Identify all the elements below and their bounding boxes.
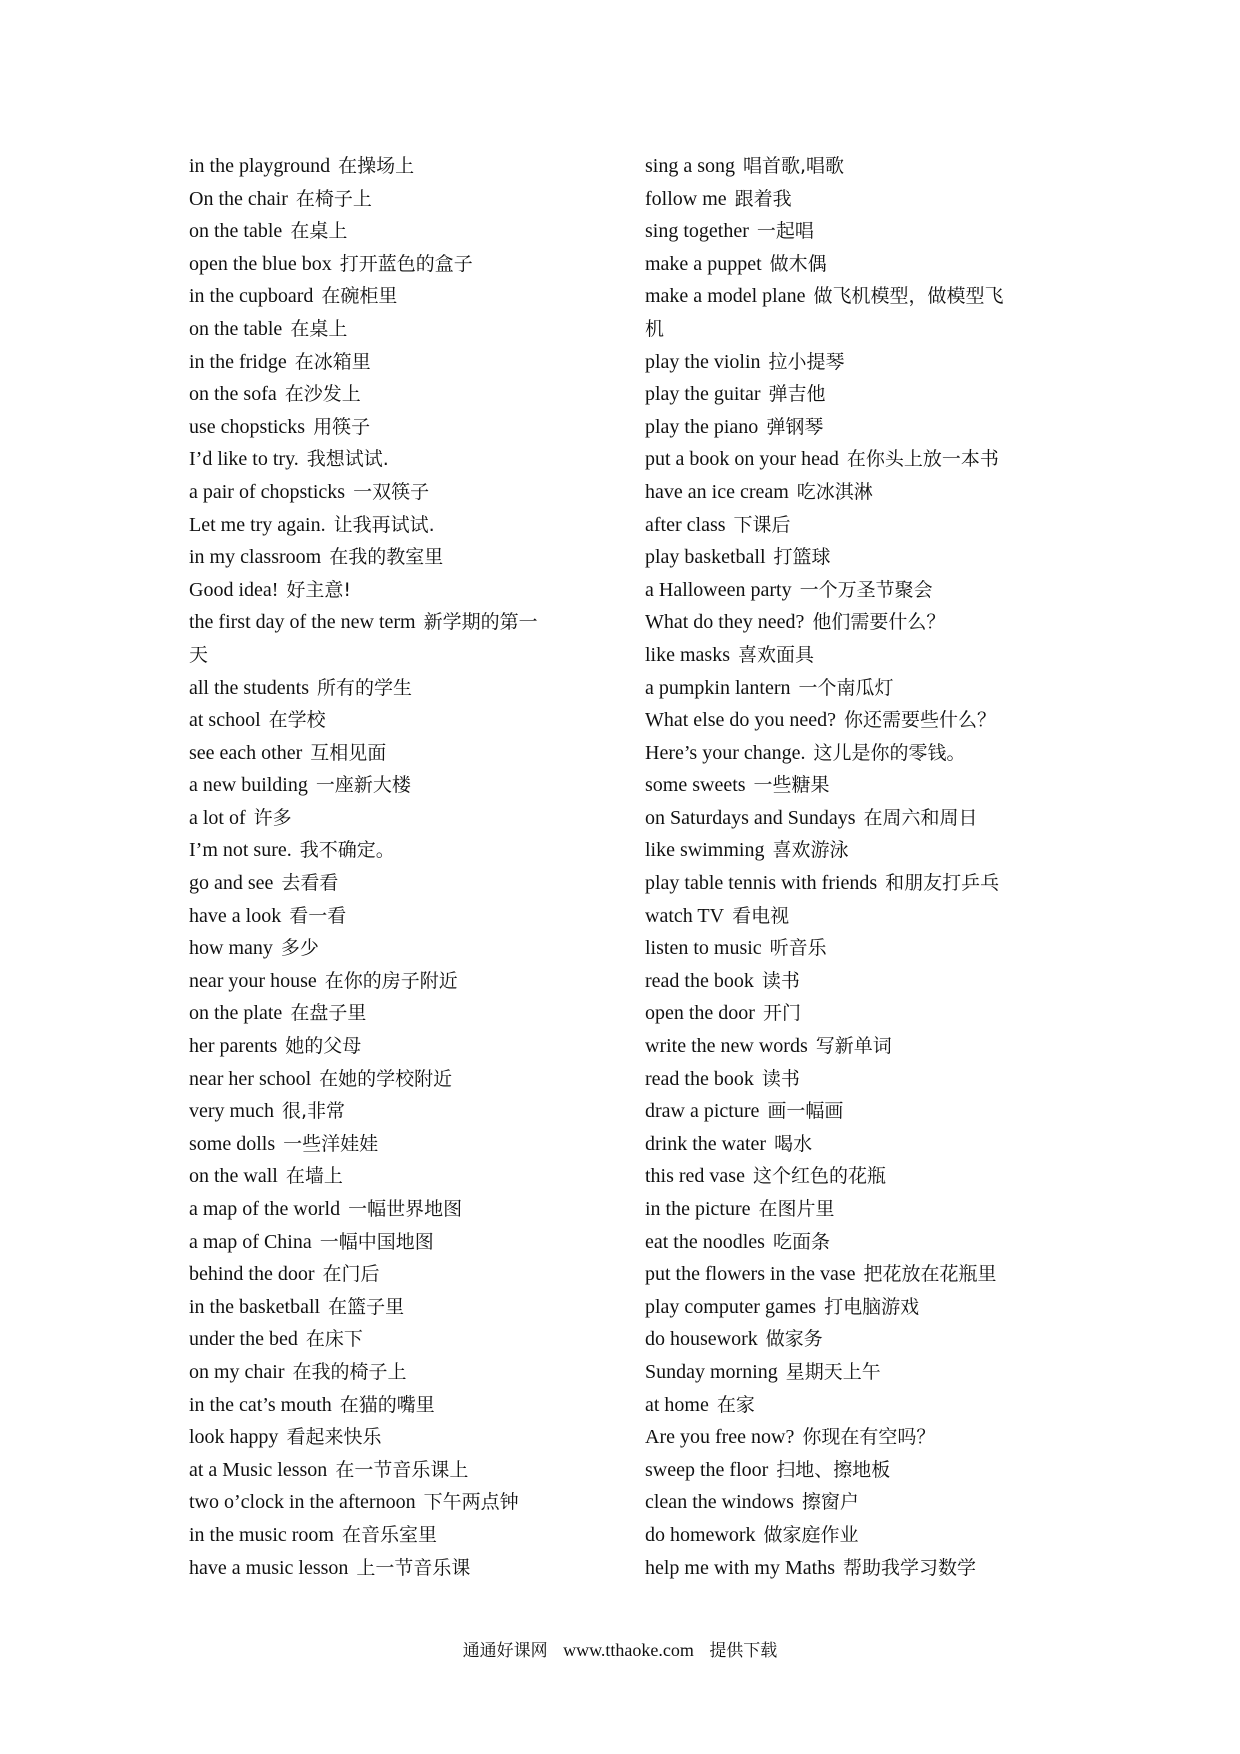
phrase-chinese: 她的父母 (285, 1035, 362, 1058)
phrase-chinese: 在我的教室里 (329, 546, 444, 569)
phrase-entry (645, 509, 1065, 542)
phrase-chinese: 喜欢游泳 (772, 839, 849, 862)
phrase-chinese: 下午两点钟 (423, 1491, 519, 1514)
phrase-chinese: 在碗柜里 (321, 285, 398, 308)
phrase-entry (189, 509, 609, 542)
phrase-entry (645, 476, 1065, 509)
phrase-english: have a look (189, 904, 282, 927)
phrase-chinese: 弹钢琴 (766, 415, 824, 438)
phrase-english: use chopsticks (189, 415, 306, 438)
phrase-entry (189, 541, 609, 574)
phrase-chinese: 在桌上 (290, 317, 348, 340)
phrase-english: look happy (189, 1426, 279, 1449)
phrase-chinese: 看电视 (732, 904, 790, 927)
phrase-english: a pumpkin lantern (645, 676, 791, 699)
phrase-chinese: 擦窗户 (801, 1491, 859, 1514)
phrase-entry (645, 672, 1065, 705)
phrase-entry (189, 1356, 609, 1389)
phrase-english: help me with my Maths (645, 1556, 835, 1579)
phrase-english: play computer games (645, 1295, 817, 1318)
phrase-entry (189, 1291, 609, 1324)
phrase-entry (645, 802, 1065, 835)
phrase-entry (189, 802, 609, 835)
phrase-english: some dolls (189, 1132, 276, 1155)
phrase-chinese: 在猫的嘴里 (339, 1393, 435, 1416)
phrase-chinese: 在周六和周日 (863, 806, 978, 829)
phrase-chinese: 在盘子里 (290, 1002, 367, 1025)
phrase-chinese: 把花放在花瓶里 (863, 1263, 997, 1286)
phrase-chinese: 用筷子 (313, 415, 371, 438)
phrase-english: like swimming (645, 839, 765, 862)
phrase-english: sweep the floor (645, 1458, 769, 1481)
phrase-entry (645, 183, 1065, 216)
phrase-chinese: 许多 (253, 806, 292, 829)
phrase-entry (645, 215, 1065, 248)
phrase-chinese: 做家庭作业 (763, 1523, 859, 1546)
phrase-english: in the music room (189, 1523, 334, 1546)
phrase-chinese: 画一幅画 (767, 1100, 844, 1123)
phrase-chinese: 扫地、擦地板 (776, 1458, 891, 1481)
phrase-chinese: 这儿是你的零钱。 (813, 741, 966, 764)
phrase-chinese: 拉小提琴 (768, 350, 845, 373)
phrase-entry (189, 378, 609, 411)
phrase-english: like masks (645, 643, 730, 666)
phrase-chinese: 读书 (761, 1067, 800, 1090)
phrase-chinese: 一双筷子 (353, 480, 430, 503)
phrase-english: sing together (645, 220, 749, 243)
phrase-english: Sunday morning (645, 1360, 778, 1383)
phrase-chinese: 打开蓝色的盒子 (339, 252, 473, 275)
phrase-entry (645, 1486, 1065, 1519)
phrase-english: have an ice cream (645, 480, 789, 503)
phrase-chinese: 去看看 (281, 872, 339, 895)
phrase-chinese: 在图片里 (758, 1198, 835, 1220)
phrase-chinese: 做飞机模型，做模型飞 (813, 285, 1004, 308)
phrase-english: on the plate (189, 1002, 283, 1025)
phrase-chinese: 吃面条 (772, 1230, 830, 1253)
phrase-english: What else do you need? (645, 709, 837, 732)
phrase-chinese: 喜欢面具 (738, 643, 815, 666)
phrase-english: play the piano (645, 415, 759, 438)
phrase-chinese: 在我的椅子上 (292, 1360, 407, 1383)
phrase-english: Let me try again. (189, 513, 326, 536)
phrase-entry (189, 1258, 609, 1291)
phrase-chinese: 上一节音乐课 (356, 1556, 471, 1579)
phrase-english: some sweets (645, 774, 746, 797)
phrase-chinese: 看起来快乐 (286, 1426, 382, 1449)
phrase-chinese: 机 (645, 317, 665, 340)
phrase-entry (189, 346, 609, 379)
phrase-entry (645, 1552, 1065, 1585)
phrase-english: see each other (189, 741, 303, 764)
phrase-entry (189, 900, 609, 933)
phrase-chinese: 很,非常 (281, 1100, 346, 1123)
phrase-entry (645, 313, 1065, 346)
phrase-english: Are you free now? (645, 1426, 795, 1449)
phrase-entry (645, 1226, 1065, 1259)
phrase-english: in the basketball (189, 1295, 321, 1318)
phrase-english: in the cupboard (189, 285, 314, 308)
phrase-chinese: 帮助我学习数学 (842, 1556, 976, 1579)
phrase-chinese: 在沙发上 (284, 383, 361, 406)
phrase-entry (189, 248, 609, 281)
phrase-entry (189, 313, 609, 346)
phrase-english: at school (189, 709, 261, 732)
phrase-english: all the students (189, 676, 309, 699)
phrase-chinese: 下课后 (733, 513, 791, 536)
phrase-english: go and see (189, 872, 274, 895)
phrase-english: under the bed (189, 1328, 298, 1351)
phrase-entry (189, 1030, 609, 1063)
phrase-chinese: 在床下 (305, 1328, 363, 1351)
phrase-english: near her school (189, 1067, 312, 1090)
phrase-english: open the door (645, 1002, 755, 1025)
phrase-english: a Halloween party (645, 578, 792, 601)
phrase-english: on the wall (189, 1165, 278, 1188)
phrase-entry (645, 346, 1065, 379)
phrase-entry (189, 1193, 609, 1226)
phrase-english: how many (189, 937, 273, 960)
phrase-chinese: 互相见面 (310, 741, 387, 764)
phrase-entry (189, 1454, 609, 1487)
phrase-chinese: 在她的学校附近 (319, 1067, 453, 1090)
phrase-english: have a music lesson (189, 1556, 349, 1579)
phrase-english: do homework (645, 1523, 756, 1546)
phrase-english: play the guitar (645, 383, 761, 406)
phrase-entry (645, 1421, 1065, 1454)
phrase-entry (645, 965, 1065, 998)
phrase-english: sing a song (645, 155, 735, 177)
phrase-chinese: 一个万圣节聚会 (799, 578, 933, 601)
phrase-chinese: 在你的房子附近 (324, 969, 458, 992)
phrase-english: read the book (645, 969, 754, 992)
phrase-english: after class (645, 513, 726, 536)
footer-site-name: 通通好课网 (462, 1641, 548, 1661)
phrase-entry (189, 769, 609, 802)
phrase-english: in the picture (645, 1198, 751, 1220)
phrase-english: in my classroom (189, 546, 322, 569)
phrase-entry (189, 737, 609, 770)
phrase-entry (189, 1063, 609, 1096)
phrase-entry (645, 1030, 1065, 1063)
phrase-entry (645, 150, 1065, 183)
phrase-english: very much (189, 1100, 274, 1123)
phrase-entry (645, 737, 1065, 770)
phrase-english: a new building (189, 774, 308, 797)
phrase-chinese: 在学校 (268, 709, 326, 732)
phrase-english: a lot of (189, 806, 246, 829)
phrase-entry (189, 1389, 609, 1422)
phrase-entry (189, 1421, 609, 1454)
phrase-english: I’m not sure. (189, 839, 292, 862)
phrase-entry (189, 704, 609, 737)
phrase-entry (645, 867, 1065, 900)
phrase-chinese: 一些糖果 (753, 774, 830, 797)
phrase-entry (645, 280, 1065, 313)
phrase-chinese: 和朋友打乒乓 (885, 872, 1000, 895)
phrase-english: On the chair (189, 187, 288, 210)
phrase-chinese: 在音乐室里 (341, 1523, 437, 1546)
phrase-english: drink the water (645, 1132, 767, 1155)
phrase-chinese: 一幅世界地图 (348, 1198, 463, 1220)
phrase-english: on the sofa (189, 383, 277, 406)
phrase-english: listen to music (645, 937, 762, 960)
phrase-entry (645, 932, 1065, 965)
phrase-chinese: 我想试试. (306, 448, 389, 471)
phrase-chinese: 做木偶 (769, 252, 827, 275)
left-phrase-column (189, 150, 609, 1584)
phrase-chinese: 他们需要什么？ (812, 611, 946, 634)
phrase-entry (645, 769, 1065, 802)
phrase-entry (189, 443, 609, 476)
phrase-chinese: 在篮子里 (328, 1295, 405, 1318)
phrase-entry (189, 1160, 609, 1193)
phrase-entry (645, 574, 1065, 607)
phrase-chinese: 读书 (761, 969, 800, 992)
phrase-chinese: 在椅子上 (295, 187, 372, 210)
phrase-english: play table tennis with friends (645, 872, 878, 895)
phrase-chinese: 让我再试试. (333, 513, 435, 536)
phrase-chinese: 这个红色的花瓶 (752, 1165, 886, 1188)
phrase-english: on Saturdays and Sundays (645, 806, 856, 829)
phrase-english: open the blue box (189, 252, 332, 275)
phrase-english: do housework (645, 1328, 758, 1351)
phrase-entry (189, 215, 609, 248)
phrase-english: a map of China (189, 1230, 312, 1253)
phrase-chinese: 打篮球 (773, 546, 831, 569)
phrase-entry (189, 574, 609, 607)
phrase-entry (645, 1193, 1065, 1226)
footer-url: www.tthaoke.com (563, 1640, 694, 1660)
phrase-english: make a model plane (645, 285, 806, 308)
phrase-english: eat the noodles (645, 1230, 765, 1253)
phrase-entry (189, 672, 609, 705)
phrase-chinese: 唱首歌,唱歌 (743, 155, 845, 177)
phrase-english: Good idea! (189, 578, 279, 601)
phrase-chinese: 一起唱 (756, 220, 814, 243)
phrase-chinese: 在家 (716, 1393, 755, 1416)
phrase-chinese: 我不确定。 (299, 839, 395, 862)
phrase-entry (189, 1095, 609, 1128)
phrase-chinese: 在墙上 (285, 1165, 343, 1188)
phrase-chinese: 吃冰淇淋 (796, 480, 873, 503)
phrase-chinese: 在操场上 (338, 155, 415, 177)
phrase-entry (645, 1389, 1065, 1422)
phrase-entry (645, 834, 1065, 867)
phrase-entry (645, 1356, 1065, 1389)
phrase-chinese: 一座新大楼 (315, 774, 411, 797)
phrase-chinese: 你还需要些什么？ (844, 709, 997, 732)
phrase-english: at home (645, 1393, 709, 1416)
phrase-english: behind the door (189, 1263, 315, 1286)
phrase-english: her parents (189, 1035, 278, 1058)
phrase-entry (189, 639, 609, 672)
phrase-english: read the book (645, 1067, 754, 1090)
phrase-entry (645, 704, 1065, 737)
phrase-chinese: 开门 (762, 1002, 801, 1025)
phrase-english: make a puppet (645, 252, 762, 275)
phrase-english: write the new words (645, 1035, 808, 1058)
phrase-english: clean the windows (645, 1491, 794, 1514)
page-footer (0, 1636, 1240, 1661)
phrase-chinese: 做家务 (765, 1328, 823, 1351)
phrase-english: at a Music lesson (189, 1458, 328, 1481)
phrase-chinese: 喝水 (774, 1132, 813, 1155)
footer-note: 提供下载 (709, 1641, 778, 1661)
phrase-chinese: 跟着我 (734, 187, 792, 210)
phrase-chinese: 打电脑游戏 (824, 1295, 920, 1318)
phrase-entry (645, 1063, 1065, 1096)
phrase-entry (189, 150, 609, 183)
phrase-english: in the playground (189, 155, 331, 177)
phrase-chinese: 天 (189, 643, 209, 666)
phrase-entry (189, 606, 609, 639)
phrase-chinese: 在一节音乐课上 (335, 1458, 469, 1481)
phrase-english: a map of the world (189, 1198, 341, 1220)
phrase-entry (189, 1486, 609, 1519)
phrase-chinese: 在你头上放一本书 (846, 448, 999, 471)
phrase-entry (645, 1095, 1065, 1128)
phrase-chinese: 你现在有空吗？ (802, 1426, 936, 1449)
phrase-entry (645, 1519, 1065, 1552)
phrase-english: on my chair (189, 1360, 285, 1383)
phrase-entry (189, 476, 609, 509)
phrase-chinese: 一幅中国地图 (319, 1230, 434, 1253)
phrase-english: What do they need? (645, 611, 805, 634)
phrase-chinese: 听音乐 (769, 937, 827, 960)
phrase-english: this red vase (645, 1165, 745, 1188)
phrase-entry (645, 248, 1065, 281)
phrase-entry (645, 1160, 1065, 1193)
phrase-english: Here’s your change. (645, 741, 806, 764)
phrase-english: watch TV (645, 904, 725, 927)
phrase-english: put a book on your head (645, 448, 839, 471)
phrase-chinese: 写新单词 (815, 1035, 892, 1058)
phrase-english: the first day of the new term (189, 611, 416, 634)
phrase-english: in the cat’s mouth (189, 1393, 332, 1416)
phrase-entry (189, 1552, 609, 1585)
phrase-entry (645, 378, 1065, 411)
phrase-entry (189, 1323, 609, 1356)
phrase-chinese: 新学期的第一 (423, 611, 538, 634)
phrase-english: near your house (189, 969, 317, 992)
phrase-entry (645, 997, 1065, 1030)
phrase-entry (645, 1128, 1065, 1161)
phrase-entry (189, 280, 609, 313)
phrase-chinese: 一个南瓜灯 (798, 676, 894, 699)
phrase-chinese: 看一看 (289, 904, 347, 927)
phrase-entry (189, 932, 609, 965)
phrase-english: on the table (189, 220, 283, 243)
phrase-entry (645, 639, 1065, 672)
phrase-entry (645, 541, 1065, 574)
phrase-chinese: 在冰箱里 (294, 350, 371, 373)
phrase-chinese: 在门后 (322, 1263, 380, 1286)
phrase-entry (645, 1454, 1065, 1487)
phrase-chinese: 一些洋娃娃 (283, 1132, 379, 1155)
phrase-entry (189, 867, 609, 900)
phrase-english: two o’clock in the afternoon (189, 1491, 416, 1514)
phrase-chinese: 弹吉他 (768, 383, 826, 406)
right-phrase-column (645, 150, 1065, 1584)
phrase-entry (189, 834, 609, 867)
phrase-english: play basketball (645, 546, 766, 569)
phrase-entry (189, 411, 609, 444)
phrase-entry (645, 900, 1065, 933)
phrase-english: draw a picture (645, 1100, 760, 1123)
phrase-entry (189, 965, 609, 998)
phrase-entry (189, 1226, 609, 1259)
phrase-english: play the violin (645, 350, 761, 373)
phrase-entry (189, 1519, 609, 1552)
phrase-english: put the flowers in the vase (645, 1263, 856, 1286)
phrase-english: follow me (645, 187, 727, 210)
phrase-entry (645, 1258, 1065, 1291)
phrase-entry (189, 1128, 609, 1161)
phrase-english: in the fridge (189, 350, 287, 373)
phrase-entry (645, 1291, 1065, 1324)
phrase-chinese: 星期天上午 (785, 1360, 881, 1383)
phrase-chinese: 在桌上 (290, 220, 348, 243)
phrase-english: a pair of chopsticks (189, 480, 346, 503)
phrase-entry (189, 997, 609, 1030)
phrase-entry (645, 443, 1065, 476)
phrase-chinese: 好主意! (286, 578, 352, 601)
phrase-entry (645, 411, 1065, 444)
phrase-english: I’d like to try. (189, 448, 299, 471)
phrase-chinese: 多少 (280, 937, 319, 960)
phrase-entry (189, 183, 609, 216)
phrase-entry (645, 606, 1065, 639)
phrase-entry (645, 1323, 1065, 1356)
phrase-english: on the table (189, 317, 283, 340)
phrase-chinese: 所有的学生 (316, 676, 412, 699)
